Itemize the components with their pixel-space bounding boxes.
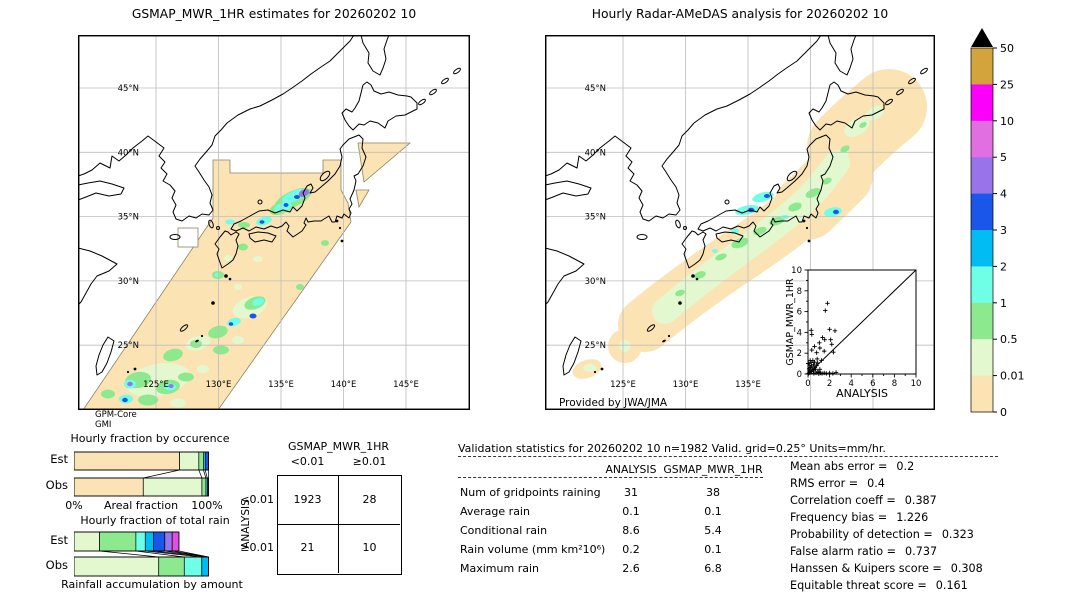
colorbar-tick-label: 0 (1000, 406, 1007, 419)
contingency-cell-10: 21 (300, 541, 315, 554)
occurrence-est-label: Est (50, 452, 68, 466)
bar-segment (205, 452, 208, 470)
bar-segment (172, 532, 179, 551)
stats-row-label: Conditional rain (460, 524, 548, 537)
stats-row-label: Rain volume (mm km²10⁶) (460, 543, 606, 556)
score-value: 0.4 (867, 477, 885, 490)
score-value: 0.323 (941, 528, 974, 541)
bar-segment (159, 557, 185, 576)
contingency-row-header-ge: ≥0.01 (240, 541, 274, 554)
contingency-hdivider (277, 524, 400, 525)
occurrence-obs-label: Obs (45, 478, 68, 492)
bar-segment (145, 532, 153, 551)
colorbar-tick-label: 0.01 (1000, 369, 1025, 383)
contingency-cell-11: 10 (362, 541, 377, 554)
lat-tick-label: 30°N (584, 276, 606, 287)
stats-divider-cols (458, 477, 763, 478)
stats-row-analysis-value: 0.2 (622, 543, 640, 556)
inset-y-tick-label: 2 (796, 349, 802, 360)
colorbar-tick-label: 50 (1000, 42, 1014, 55)
bar-connector (143, 470, 179, 478)
score-line (790, 477, 885, 490)
colorbar-cell (971, 194, 993, 231)
score-line (790, 528, 974, 541)
bar-segment (100, 532, 136, 551)
inset-xlabel: ANALYSIS (836, 387, 888, 400)
lat-tick-label: 45°N (117, 84, 139, 94)
score-label: Probability of detection = (790, 528, 933, 541)
contingency-row-header-lt: <0.01 (240, 493, 274, 506)
contingency-col-header-ge: ≥0.01 (352, 455, 387, 468)
bar-segment (136, 532, 145, 551)
colorbar (956, 14, 1080, 444)
radar-analysis-map (545, 35, 935, 410)
left-map-title: GSMAP_MWR_1HR estimates for 20260202 10 (131, 7, 417, 21)
score-label: False alarm ratio = (790, 545, 897, 558)
lat-tick-label: 30°N (117, 276, 139, 287)
footnote-line1: GPM-Core (95, 410, 137, 420)
stats-row-analysis-value: 0.1 (622, 505, 640, 518)
colorbar-cell (971, 157, 993, 194)
stats-row-gsmap-value: 6.8 (704, 562, 722, 575)
score-value: 0.161 (935, 579, 968, 592)
lon-tick-label: 135°E (268, 380, 294, 390)
bar-segment (143, 478, 202, 496)
lon-tick-label: 135°E (735, 380, 761, 390)
lat-tick-label: 35°N (584, 212, 606, 223)
inset-x-tick-label: 8 (891, 379, 898, 389)
score-value: 0.2 (896, 460, 915, 473)
colorbar-tick-label: 10 (1000, 114, 1014, 128)
colorbar-cell (971, 48, 993, 85)
stats-row-analysis-value: 8.6 (622, 524, 640, 537)
gsmap-estimate-map (78, 35, 470, 410)
colorbar-tick-label: 5 (1000, 151, 1007, 165)
footnote-line2: GMI (95, 419, 112, 430)
bar-connector (199, 470, 202, 478)
totalrain-chart-title: Hourly fraction of total rain (80, 514, 230, 527)
bar-segment (202, 478, 206, 496)
score-label: Equitable threat score = (790, 579, 927, 592)
score-line (790, 511, 928, 524)
inset-x-tick-label: 4 (848, 379, 854, 389)
stats-header: Validation statistics for 20260202 10 n=1982 Valid. grid=0.25° Units=mm/hr. (458, 442, 886, 455)
lon-tick-label: 140°E (330, 380, 357, 390)
lat-tick-label: 45°N (584, 84, 606, 94)
score-value: 0.387 (904, 494, 937, 507)
score-label: Frequency bias = (790, 511, 888, 524)
stats-row-analysis-value: 31 (624, 486, 638, 499)
stats-row-label: Maximum rain (460, 562, 539, 575)
colorbar-tick-label: 25 (1000, 78, 1014, 92)
inset-x-tick-label: 6 (870, 379, 876, 389)
stats-row-label: Average rain (460, 505, 530, 518)
bar-segment (74, 557, 159, 576)
inset-y-tick-label: 4 (796, 328, 802, 339)
contingency-col-header-lt: <0.01 (290, 455, 325, 468)
score-line (790, 494, 937, 507)
colorbar-tick-label: 1 (1000, 296, 1007, 310)
colorbar-tick-label: 0.5 (1000, 333, 1018, 347)
lat-tick-label: 25°N (584, 341, 606, 352)
inset-x-tick-label: 2 (826, 379, 833, 389)
colorbar-tick-label: 2 (1000, 260, 1007, 274)
bar-segment (165, 532, 172, 551)
colorbar-cell (971, 303, 993, 340)
occurrence-chart-title: Hourly fraction by occurence (70, 432, 230, 445)
stats-col-gsmap: GSMAP_MWR_1HR (663, 463, 763, 476)
bar-segment (202, 557, 209, 576)
colorbar-cell (971, 84, 993, 121)
colorbar-overflow-triangle (971, 28, 993, 47)
occurrence-x0: 0% (65, 499, 83, 512)
score-line (790, 579, 968, 592)
stats-col-analysis: ANALYSIS (605, 463, 657, 476)
colorbar-cell (971, 376, 993, 413)
colorbar-cell (971, 266, 993, 303)
bar-connector (100, 551, 159, 557)
score-label: Hanssen & Kuipers score = (790, 562, 942, 575)
lon-tick-label: 130°E (672, 380, 699, 390)
totalrain-est-label: Est (50, 533, 68, 547)
colorbar-cell (971, 230, 993, 267)
bar-segment (74, 452, 180, 470)
colorbar-cell (971, 339, 993, 376)
bar-segment (153, 532, 164, 551)
score-label: Mean abs error = (790, 460, 888, 473)
stats-row-gsmap-value: 0.1 (704, 543, 722, 556)
stats-row-label: Num of gridpoints raining (460, 486, 601, 499)
score-value: 1.226 (896, 511, 929, 524)
score-line (790, 460, 914, 473)
inset-y-tick-label: 10 (791, 266, 802, 276)
colorbar-tick-label: 3 (1000, 224, 1007, 237)
lat-tick-label: 40°N (117, 148, 139, 159)
bar-segment (74, 478, 143, 496)
lon-tick-label: 125°E (610, 380, 636, 390)
stats-row-gsmap-value: 0.1 (704, 505, 722, 518)
score-line (790, 562, 983, 575)
score-label: RMS error = (790, 477, 859, 490)
totalrain-caption: Rainfall accumulation by amount (61, 578, 243, 591)
inset-y-tick-label: 8 (796, 286, 802, 297)
score-line (790, 545, 937, 558)
contingency-cell-00: 1923 (293, 493, 322, 506)
stats-row-gsmap-value: 5.4 (704, 524, 722, 537)
score-value: 0.737 (905, 545, 938, 558)
contingency-cell-01: 28 (362, 493, 377, 506)
credit-text: Provided by JWA/JMA (559, 397, 668, 409)
sensor-footnote (95, 411, 137, 430)
totalrain-obs-label: Obs (45, 558, 68, 572)
inset-y-tick-label: 0 (796, 370, 802, 380)
bar-segment (184, 557, 201, 576)
score-value: 0.308 (950, 562, 983, 575)
stats-row-gsmap-value: 38 (706, 486, 720, 499)
colorbar-cell (971, 121, 993, 158)
colorbar-tick-label: 4 (1000, 187, 1007, 201)
bar-segment (199, 452, 204, 470)
inset-ylabel: GSMAP_MWR_1HR (785, 278, 796, 366)
lon-tick-label: 145°E (393, 380, 419, 390)
inset-x-tick-label: 0 (805, 379, 811, 389)
occurrence-x100: 100% (191, 499, 223, 512)
lat-tick-label: 40°N (584, 148, 606, 159)
occurrence-bars (74, 449, 210, 499)
occurrence-xlabel: Areal fraction (103, 499, 179, 512)
stats-row-analysis-value: 2.6 (622, 562, 640, 575)
inset-y-tick-label: 6 (796, 307, 802, 318)
lat-tick-label: 35°N (117, 212, 139, 223)
lon-tick-label: 125°E (143, 380, 169, 390)
bar-segment (180, 452, 199, 470)
right-map-title: Hourly Radar-AMeDAS analysis for 20260202 10 (591, 7, 889, 21)
lat-tick-label: 25°N (117, 341, 139, 352)
stats-divider-top (458, 456, 998, 457)
contingency-row-axis-label: ANALYSIS (240, 499, 252, 549)
inset-x-tick-label: 10 (910, 379, 922, 389)
bar-segment (74, 532, 100, 551)
contingency-title: GSMAP_MWR_1HR (287, 440, 390, 453)
totalrain-bars (74, 528, 210, 580)
lon-tick-label: 130°E (205, 380, 232, 390)
score-label: Correlation coeff = (790, 494, 896, 507)
